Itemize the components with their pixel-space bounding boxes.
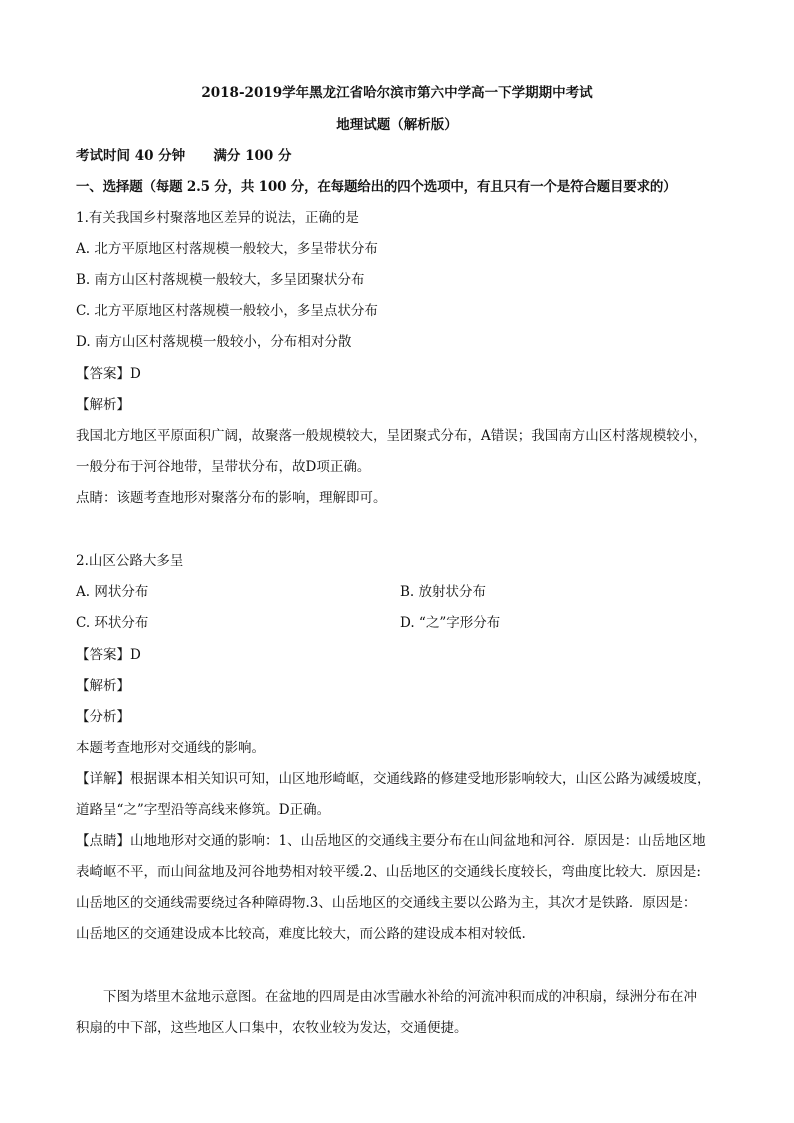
q2-option-a: A. 网状分布 bbox=[76, 584, 149, 600]
q2-fenxi-label: 【分析】 bbox=[76, 709, 130, 725]
q1-option-c: C. 北方平原地区村落规模一般较小，多呈点状分布 bbox=[76, 303, 378, 319]
q1-stem: 1.有关我国乡村聚落地区差异的说法，正确的是 bbox=[76, 210, 359, 226]
q2-tip-line-2: 表崎岖不平，而山间盆地及河谷地势相对较平缓.2、山岳地区的交通线长度较长，弯曲度比较大．原因是: bbox=[76, 864, 701, 880]
q2-detail-line-2: 道路呈“之”字型沿等高线来修筑。D正确。 bbox=[76, 802, 331, 818]
document-subtitle: 地理试题（解析版） bbox=[336, 117, 458, 133]
q2-fenxi-text: 本题考查地形对交通线的影响。 bbox=[76, 740, 265, 756]
q2-stem: 2.山区公路大多呈 bbox=[76, 553, 184, 569]
document-title: 2018-2019学年黑龙江省哈尔滨市第六中学高一下学期期中考试 bbox=[201, 85, 593, 101]
q1-answer: 【答案】D bbox=[76, 366, 141, 382]
q2-option-d: D. “之”字形分布 bbox=[400, 615, 501, 631]
q1-analysis-label: 【解析】 bbox=[76, 397, 130, 413]
q1-analysis-line-1: 我国北方地区平原面积广阔，故聚落一般规模较大，呈团聚式分布，A错误；我国南方山区村落规模较小， bbox=[76, 428, 707, 444]
section-heading: 一、选择题（每题 2.5 分，共 100 分，在每题给出的四个选项中，有且只有一个是符合题目要求的） bbox=[76, 179, 677, 195]
q2-tip-line-4: 山岳地区的交通建设成本比较高，难度比较大，而公路的建设成本相对较低. bbox=[76, 926, 526, 942]
q2-option-c: C. 环状分布 bbox=[76, 615, 149, 631]
q1-option-b: B. 南方山区村落规模一般较大，多呈团聚状分布 bbox=[76, 272, 365, 288]
q2-tip-line-1: 【点睛】山地地形对交通的影响：1、山岳地区的交通线主要分布在山间盆地和河谷．原因是：山岳地区地 bbox=[76, 833, 706, 849]
passage-line-1: 下图为塔里木盆地示意图。在盆地的四周是由冰雪融水补给的河流冲积而成的冲积扇，绿洲分布在冲 bbox=[103, 989, 697, 1005]
q1-option-d: D. 南方山区村落规模一般较小，分布相对分散 bbox=[76, 334, 352, 350]
passage-line-2: 积扇的中下部，这些地区人口集中，农牧业较为发达，交通便捷。 bbox=[76, 1020, 468, 1036]
q2-tip-line-3: 山岳地区的交通线需要绕过各种障碍物.3、山岳地区的交通线主要以公路为主，其次才是铁路．原因是： bbox=[76, 895, 697, 911]
q2-analysis-label: 【解析】 bbox=[76, 678, 130, 694]
exam-info: 考试时间 40 分钟 满分 100 分 bbox=[76, 148, 292, 164]
q1-note: 点睛：该题考查地形对聚落分布的影响，理解即可。 bbox=[76, 490, 387, 506]
q2-option-b: B. 放射状分布 bbox=[400, 584, 487, 600]
q2-detail-line-1: 【详解】根据课本相关知识可知，山区地形崎岖，交通线路的修建受地形影响较大，山区公路为减缓坡度， bbox=[76, 771, 711, 787]
q2-answer: 【答案】D bbox=[76, 647, 141, 663]
q1-analysis-line-2: 一般分布于河谷地带，呈带状分布，故D项正确。 bbox=[76, 459, 371, 475]
q1-option-a: A. 北方平原地区村落规模一般较大，多呈带状分布 bbox=[76, 241, 378, 257]
